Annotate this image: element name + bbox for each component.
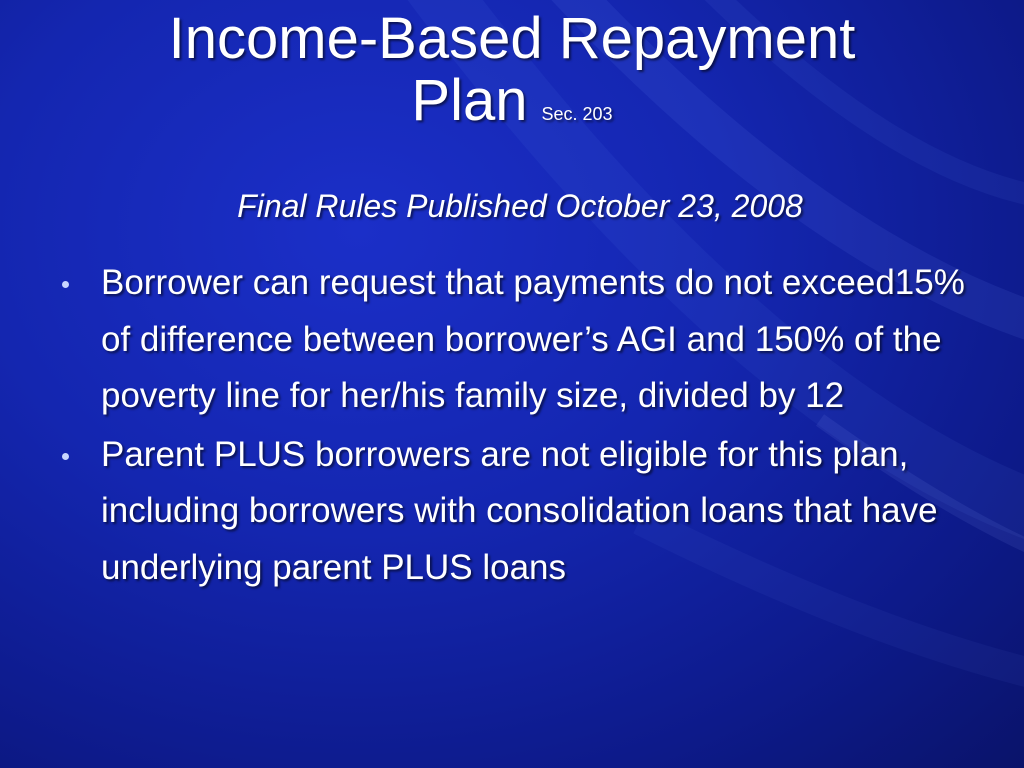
- section-reference: Sec. 203: [541, 104, 613, 124]
- bullet-item: [60, 427, 970, 597]
- bullet-text: Borrower can request that payments do not exceed15% of difference between borrower’s AGI and 150% of the poverty line for her/his family size, divided by 12: [101, 263, 965, 415]
- slide-title-line1: Income-Based Repayment: [168, 6, 856, 71]
- slide-title: [0, 8, 1024, 145]
- slide-title-plan: Plan: [411, 68, 528, 133]
- slide-subtitle: Final Rules Published October 23, 2008: [237, 188, 803, 224]
- bullet-list: [60, 255, 970, 598]
- bullet-text: Parent PLUS borrowers are not eligible for this plan, including borrowers with consolidation loans that have underlying parent PLUS loans: [101, 434, 938, 587]
- bullet-dot-icon: [62, 281, 69, 288]
- slide-title-line2: [0, 70, 1024, 145]
- bullet-dot-icon: [62, 453, 69, 460]
- bullet-item: [60, 255, 970, 425]
